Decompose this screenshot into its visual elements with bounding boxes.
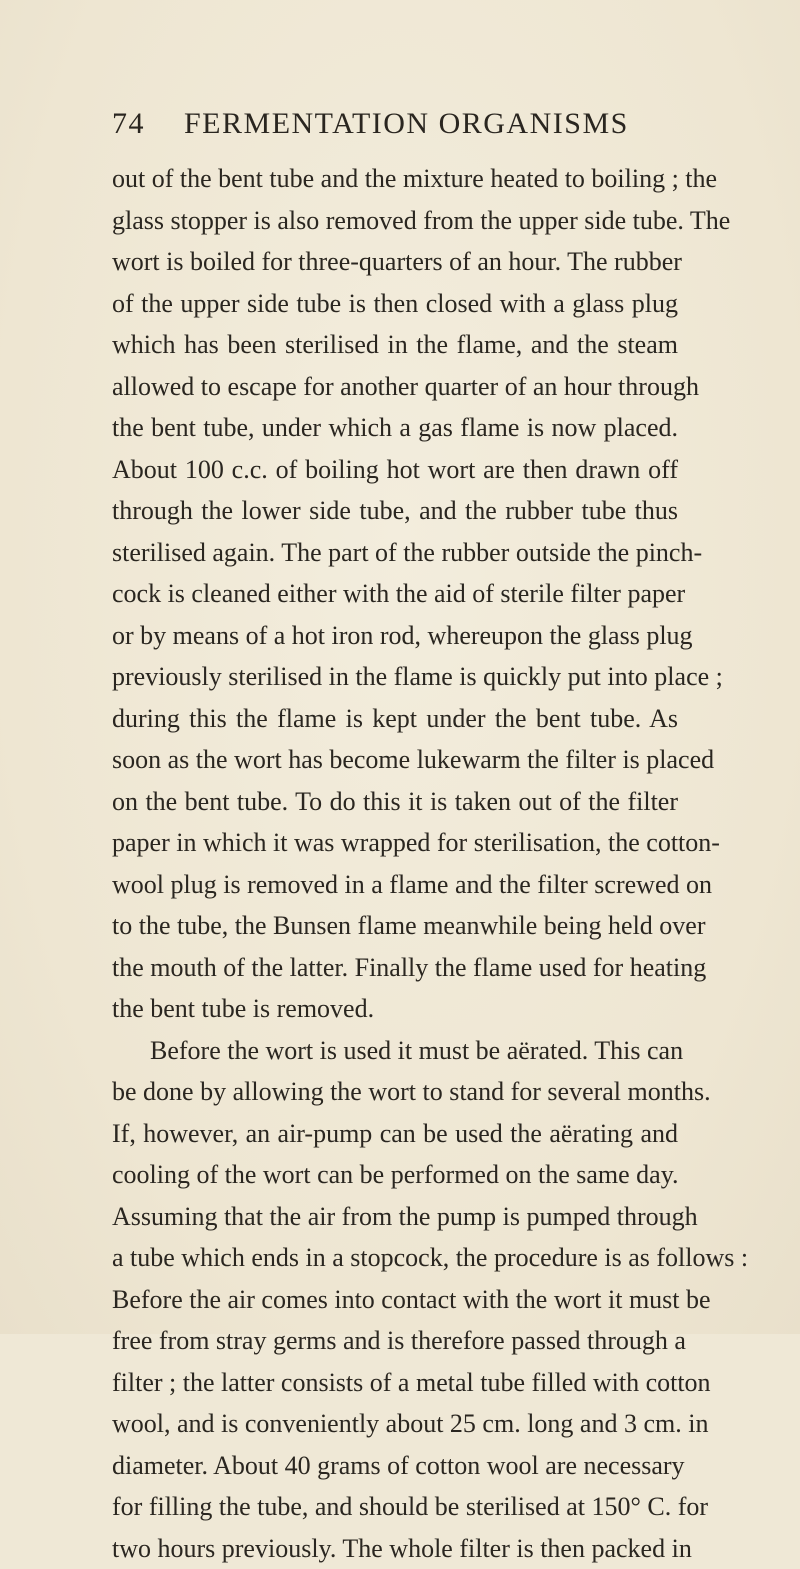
text-line: wool plug is removed in a flame and the filter screwed on [112,864,678,906]
page-number: 74 [112,104,145,144]
text-line: be done by allowing the wort to stand for several months. [112,1071,678,1113]
text-line: wort is boiled for three-quarters of an hour. The rubber [112,241,678,283]
text-line: Assuming that the air from the pump is pumped through [112,1196,678,1238]
text-line: sterilised again. The part of the rubber outside the pinch- [112,532,678,574]
text-line: the bent tube, under which a gas flame is now placed. [112,407,678,449]
text-line: cooling of the wort can be performed on the same day. [112,1154,678,1196]
paragraph-end-line: the bent tube is removed. [112,988,678,1030]
text-line: free from stray germs and is therefore passed through a [112,1320,678,1362]
text-line: If, however, an air-pump can be used the aërating and [112,1113,678,1155]
text-line: glass stopper is also removed from the upper side tube. The [112,200,678,242]
text-line: a tube which ends in a stopcock, the procedure is as follows : [112,1237,678,1279]
text-line: during this the flame is kept under the bent tube. As [112,698,678,740]
text-line: on the bent tube. To do this it is taken out of the filter [112,781,678,823]
text-line: or by means of a hot iron rod, whereupon the glass plug [112,615,678,657]
text-line: the mouth of the latter. Finally the flame used for heating [112,947,678,989]
text-line: out of the bent tube and the mixture heated to boiling ; the [112,158,678,200]
text-line: allowed to escape for another quarter of an hour through [112,366,678,408]
paragraph-start-line: Before the wort is used it must be aërated. This can [112,1030,678,1072]
text-line: filter ; the latter consists of a metal tube filled with cotton [112,1362,678,1404]
text-line: which has been sterilised in the flame, and the steam [112,324,678,366]
text-line: wool, and is conveniently about 25 cm. long and 3 cm. in [112,1403,678,1445]
text-line: through the lower side tube, and the rubber tube thus [112,490,678,532]
body-text [112,158,678,1569]
text-line: cock is cleaned either with the aid of sterile filter paper [112,573,678,615]
text-line: diameter. About 40 grams of cotton wool are necessary [112,1445,678,1487]
text-line: to the tube, the Bunsen flame meanwhile being held over [112,905,678,947]
text-line: of the upper side tube is then closed with a glass plug [112,283,678,325]
text-line: About 100 c.c. of boiling hot wort are then drawn off [112,449,678,491]
text-line: Before the air comes into contact with the wort it must be [112,1279,678,1321]
running-head-title: FERMENTATION ORGANISMS [184,104,629,144]
text-line: two hours previously. The whole filter is then packed in [112,1528,678,1569]
text-line: paper in which it was wrapped for sterilisation, the cotton- [112,822,678,864]
running-head [112,104,672,144]
text-line: soon as the wort has become lukewarm the filter is placed [112,739,678,781]
text-line: previously sterilised in the flame is quickly put into place ; [112,656,678,698]
text-line: for filling the tube, and should be sterilised at 150° C. for [112,1486,678,1528]
